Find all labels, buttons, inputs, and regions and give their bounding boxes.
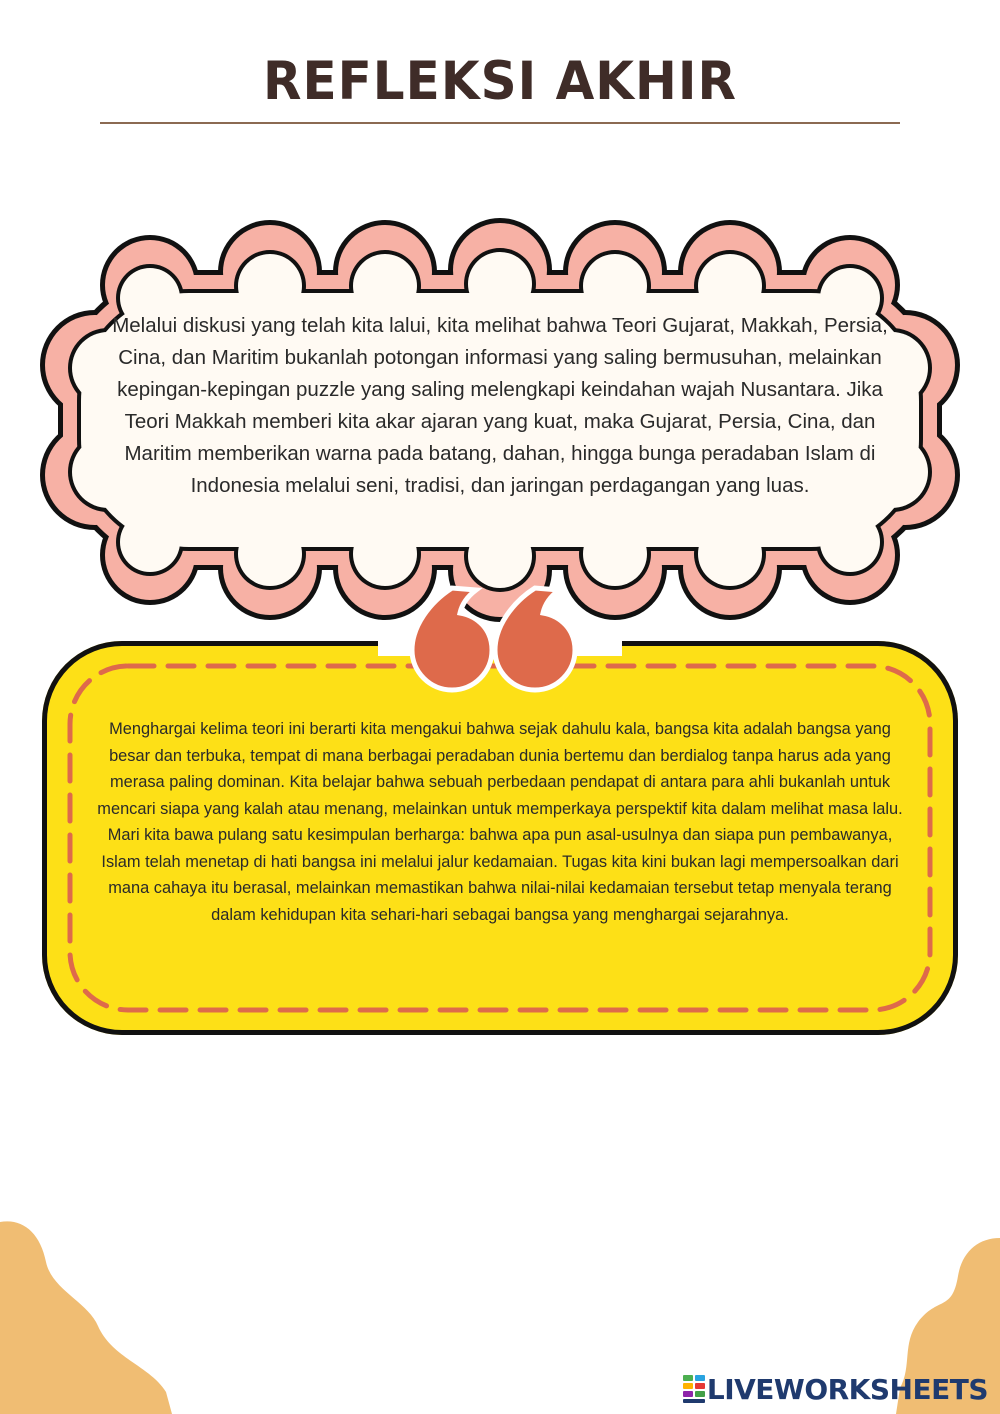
left-corner-blob	[0, 1221, 172, 1414]
quote-reflection-paragraph: Menghargai kelima teori ini berarti kita mengakui bahwa sejak dahulu kala, bangsa kita adalah bangsa yang besar dan terbuka, tempat di mana berbagai peradaban dunia bertemu dan berdialog tanpa harus ada yang merasa paling dominan. Kita belajar bahwa sebuah perbedaan pendapat di antara para ahli bukanlah untuk mencari siapa yang kalah atau menang, melainkan untuk memperkaya perspektif kita dalam melihat masa lalu. Mari kita bawa pulang satu kesimpulan berharga: bahwa apa pun asal-usulnya dan siapa pun pembawanya, Islam telah menetap di hati bangsa ini melalui jalur kedamaian. Tugas kita kini bukan lagi mempersoalkan dari mana cahaya itu berasal, melainkan memastikan bahwa nilai-nilai kedamaian tersebut tetap menyala terang dalam kehidupan kita sehari-hari sebagai bangsa yang menghargai sejarahnya.	[97, 720, 903, 924]
liveworksheets-branding[interactable]	[683, 1372, 988, 1406]
cloud-reflection-paragraph: Melalui diskusi yang telah kita lalui, kita melihat bahwa Teori Gujarat, Makkah, Persia, Cina, dan Maritim bukanlah potongan informasi yang saling bermusuhan, melainkan kepingan-kepingan puzzle yang saling melengkapi keindahan wajah Nusantara. Jika Teori Makkah memberi kita akar ajaran yang kuat, maka Gujarat, Persia, Cina, dan Maritim memberikan warna pada batang, dahan, hingga bunga peradaban Islam di Indonesia melalui seni, tradisi, dan jaringan perdagangan yang luas.	[112, 314, 888, 497]
liveworksheets-logo-icon	[683, 1375, 705, 1403]
page-title: REFLEKSI AKHIR	[263, 50, 737, 112]
liveworksheets-wordmark: LIVEWORKSHEETS	[706, 1372, 988, 1406]
